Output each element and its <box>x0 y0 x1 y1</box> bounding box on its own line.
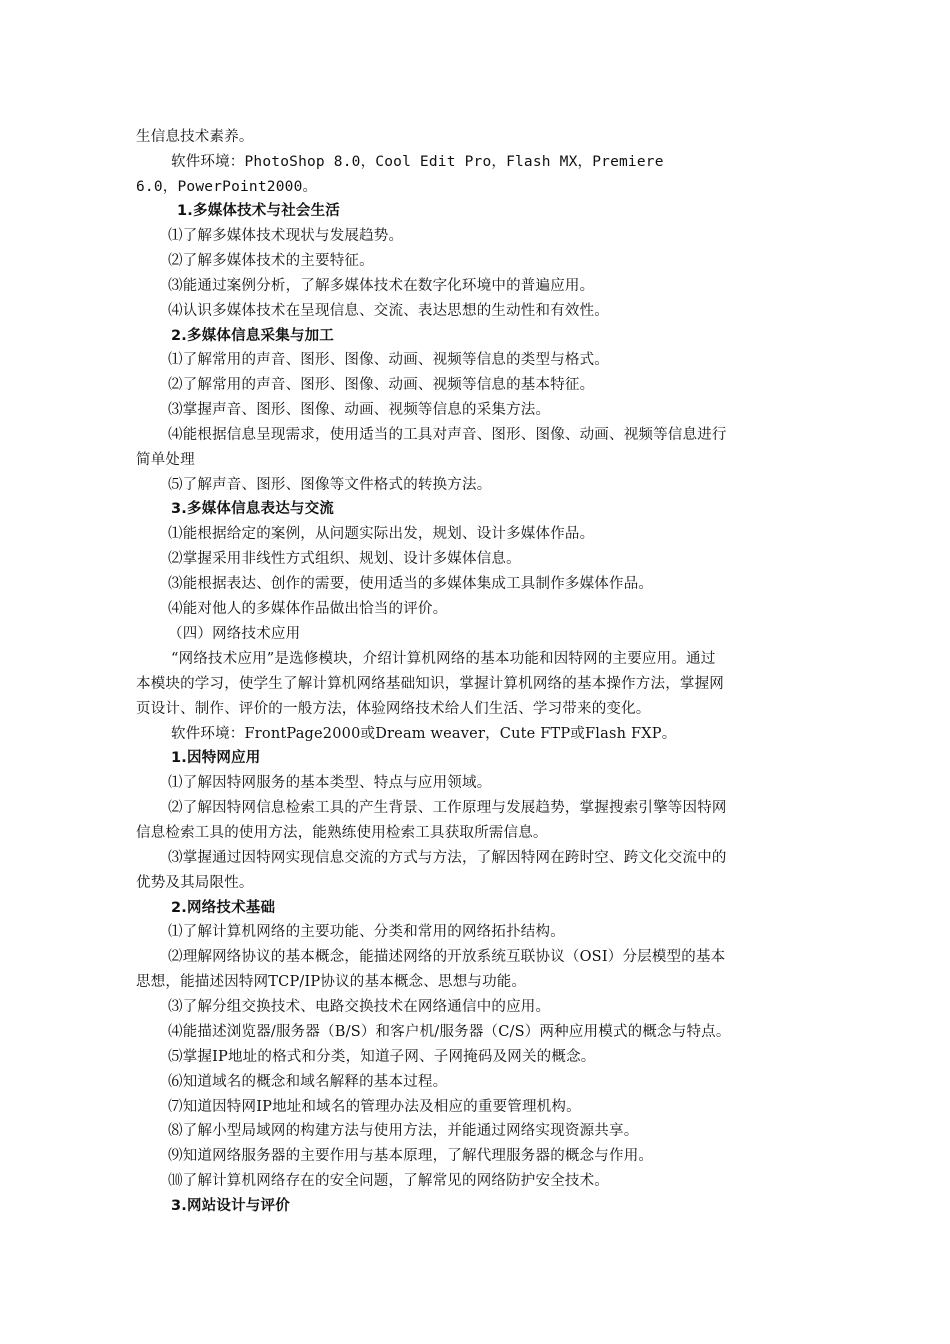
list-item: ⑴了解计算机网络的主要功能、分类和常用的网络拓扑结构。 <box>168 924 565 940</box>
section-heading: 3.网站设计与评价 <box>171 1198 290 1214</box>
list-item: ⑷能根据信息呈现需求，使用适当的工具对声音、图形、图像、动画、视频等信息进行 <box>168 427 727 443</box>
section-heading: 2.多媒体信息采集与加工 <box>171 328 334 344</box>
list-item-continuation: 简单处理 <box>136 452 195 468</box>
section-heading: 1.因特网应用 <box>171 750 261 766</box>
list-item: ⑺知道因特网IP地址和域名的管理办法及相应的重要管理机构。 <box>168 1099 581 1115</box>
list-item: ⑶掌握声音、图形、图像、动画、视频等信息的采集方法。 <box>168 402 551 418</box>
list-item: ⑶能通过案例分析，了解多媒体技术在数字化环境中的普遍应用。 <box>168 278 595 294</box>
section-heading: 3.多媒体信息表达与交流 <box>171 501 334 517</box>
list-item: ⑷能描述浏览器/服务器（B/S）和客户机/服务器（C/S）两种应用模式的概念与特点。 <box>168 1024 731 1040</box>
list-item: ⑷能对他人的多媒体作品做出恰当的评价。 <box>168 601 448 617</box>
list-item: ⑵了解因特网信息检索工具的产生背景、工作原理与发展趋势，掌握搜索引擎等因特网 <box>168 800 727 816</box>
list-item: ⑹知道域名的概念和域名解释的基本过程。 <box>168 1074 448 1090</box>
list-item: ⑵掌握采用非线性方式组织、规划、设计多媒体信息。 <box>168 551 521 567</box>
section-heading: 2.网络技术基础 <box>171 900 276 916</box>
paragraph-line: 本模块的学习，使学生了解计算机网络基础知识，掌握计算机网络的基本操作方法，掌握网 <box>136 676 724 692</box>
software-env-line: 软件环境：FrontPage2000或Dream weaver，Cute FTP或Flash FXP。 <box>171 726 677 742</box>
paragraph-line: 生信息技术素养。 <box>136 129 254 145</box>
list-item: ⑵了解常用的声音、图形、图像、动画、视频等信息的基本特征。 <box>168 377 595 393</box>
list-item-continuation: 优势及其局限性。 <box>136 875 254 891</box>
list-item: ⑴了解常用的声音、图形、图像、动画、视频等信息的类型与格式。 <box>168 352 609 368</box>
list-item: ⑴能根据给定的案例，从问题实际出发，规划、设计多媒体作品。 <box>168 526 595 542</box>
list-item: ⑶了解分组交换技术、电路交换技术在网络通信中的应用。 <box>168 999 551 1015</box>
list-item: ⑽了解计算机网络存在的安全问题，了解常见的网络防护安全技术。 <box>168 1173 609 1189</box>
list-item-continuation: 思想，能描述因特网TCP/IP协议的基本概念、思想与功能。 <box>136 974 527 990</box>
software-env-line: 6.0，PowerPoint2000。 <box>136 179 318 195</box>
list-item: ⑶掌握通过因特网实现信息交流的方式与方法，了解因特网在跨时空、跨文化交流中的 <box>168 850 727 866</box>
section-heading: 1.多媒体技术与社会生活 <box>177 203 340 219</box>
list-item: ⑸掌握IP地址的格式和分类，知道子网、子网掩码及网关的概念。 <box>168 1049 596 1065</box>
paragraph-line: “网络技术应用”是选修模块，介绍计算机网络的基本功能和因特网的主要应用。通过 <box>171 651 716 667</box>
list-item: ⑷认识多媒体技术在呈现信息、交流、表达思想的生动性和有效性。 <box>168 303 609 319</box>
list-item-continuation: 信息检索工具的使用方法，能熟练使用检索工具获取所需信息。 <box>136 825 548 841</box>
list-item: ⑻了解小型局域网的构建方法与使用方法，并能通过网络实现资源共享。 <box>168 1123 639 1139</box>
paragraph-line: 页设计、制作、评价的一般方法，体验网络技术给人们生活、学习带来的变化。 <box>136 701 651 717</box>
list-item: ⑵理解网络协议的基本概念，能描述网络的开放系统互联协议（OSI）分层模型的基本 <box>168 949 726 965</box>
list-item: ⑴了解多媒体技术现状与发展趋势。 <box>168 228 404 244</box>
list-item: ⑸了解声音、图形、图像等文件格式的转换方法。 <box>168 477 492 493</box>
list-item: ⑶能根据表达、创作的需要，使用适当的多媒体集成工具制作多媒体作品。 <box>168 576 654 592</box>
list-item: ⑴了解因特网服务的基本类型、特点与应用领域。 <box>168 775 492 791</box>
list-item: ⑵了解多媒体技术的主要特征。 <box>168 253 374 269</box>
chapter-heading: （四）网络技术应用 <box>168 626 301 642</box>
list-item: ⑼知道网络服务器的主要作用与基本原理，了解代理服务器的概念与作用。 <box>168 1148 654 1164</box>
software-env-line: 软件环境：PhotoShop 8.0，Cool Edit Pro，Flash MX，Premiere <box>171 154 664 170</box>
